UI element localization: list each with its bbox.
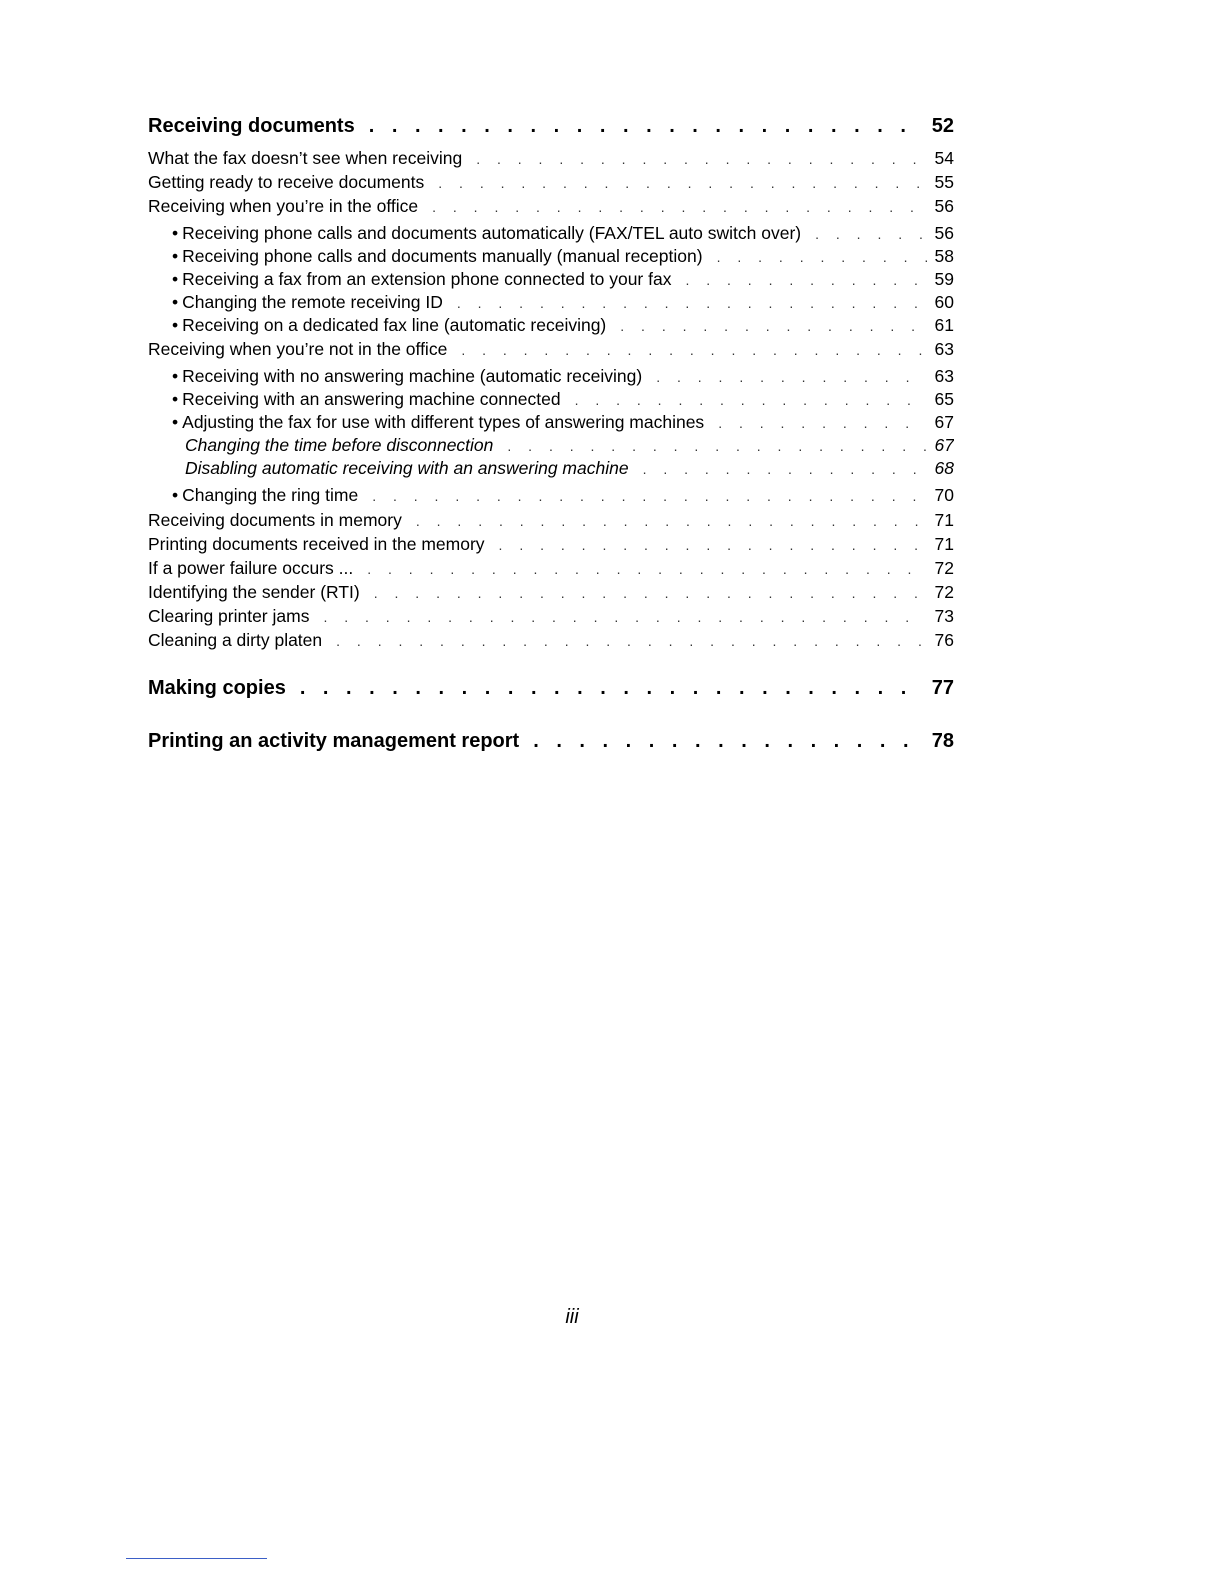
toc-entry[interactable]: [148, 580, 954, 604]
toc-subsubentry[interactable]: [148, 457, 954, 480]
toc-entry-page: 67: [934, 435, 954, 455]
toc-entry-title: Receiving when you’re not in the office: [148, 339, 448, 359]
toc-entry-title: Clearing printer jams: [148, 606, 310, 626]
dot-leader: [367, 557, 926, 580]
table-of-contents: [148, 108, 954, 759]
dot-leader: [656, 366, 926, 388]
dot-leader: [643, 458, 927, 480]
toc-entry-title: Printing an activity management report: [148, 730, 520, 752]
toc-entry-title: Receiving documents in memory: [148, 510, 402, 530]
dot-leader: [323, 605, 926, 628]
toc-entry-title: Receiving when you’re in the office: [148, 196, 419, 216]
toc-entry-page: 71: [934, 510, 954, 530]
toc-entry-title: • Receiving phone calls and documents automatically (FAX/TEL auto switch over): [172, 222, 815, 245]
toc-entry[interactable]: [148, 628, 954, 652]
toc-entry[interactable]: [148, 170, 954, 194]
toc-entry-title: Identifying the sender (RTI): [148, 582, 360, 602]
toc-entry-page: 58: [934, 246, 954, 266]
toc-entry[interactable]: [148, 508, 954, 532]
toc-entry-title: • Changing the ring time: [172, 484, 372, 507]
dot-leader: [507, 435, 926, 457]
toc-subsubentry[interactable]: [148, 434, 954, 457]
toc-entry-page: 55: [934, 172, 954, 192]
toc-entry-page: 56: [934, 196, 954, 216]
toc-entry-title: Receiving documents: [148, 115, 355, 137]
toc-entry-page: 59: [934, 269, 954, 289]
toc-entry-page: 68: [934, 458, 954, 478]
toc-entry-page: 52: [931, 115, 954, 137]
toc-entry-title: • Receiving with an answering machine connected: [172, 388, 575, 411]
dot-leader: [575, 389, 927, 411]
toc-entry-title: What the fax doesn’t see when receiving: [148, 148, 463, 168]
toc-entry-title: Printing documents received in the memory: [148, 534, 485, 554]
toc-subentry[interactable]: [148, 291, 954, 314]
toc-entry-title: Getting ready to receive documents: [148, 172, 425, 192]
dot-leader: [374, 581, 927, 604]
dot-leader: [416, 509, 927, 532]
toc-subentry[interactable]: [148, 268, 954, 291]
footer-rule: [126, 1558, 267, 1559]
toc-entry-page: 67: [934, 412, 954, 432]
toc-entry[interactable]: [148, 556, 954, 580]
dot-leader: [438, 171, 926, 194]
toc-entry-page: 78: [931, 730, 954, 752]
dot-leader: [476, 147, 926, 170]
toc-entry-title: If a power failure occurs ...: [148, 558, 354, 578]
dot-leader: [369, 108, 924, 144]
toc-entry-page: 72: [934, 558, 954, 578]
dot-leader: [533, 723, 924, 759]
toc-subentry[interactable]: [148, 245, 954, 268]
toc-subentry[interactable]: [148, 411, 954, 434]
toc-subentry[interactable]: [148, 365, 954, 388]
dot-leader: [336, 629, 926, 652]
dot-leader: [717, 246, 927, 268]
toc-entry-title: • Changing the remote receiving ID: [172, 291, 457, 314]
toc-entry-title: • Adjusting the fax for use with different types of answering machines: [172, 411, 718, 434]
dot-leader: [718, 412, 926, 434]
toc-entry-page: 63: [934, 366, 954, 386]
toc-subentry[interactable]: [148, 222, 954, 245]
page-number: iii: [565, 1306, 579, 1328]
dot-leader: [461, 338, 926, 361]
toc-entry-page: 71: [934, 534, 954, 554]
toc-entry-page: 54: [934, 148, 954, 168]
dot-leader: [457, 292, 927, 314]
toc-entry[interactable]: [148, 337, 954, 361]
toc-subentry[interactable]: [148, 484, 954, 507]
toc-entry-title: • Receiving with no answering machine (automatic receiving): [172, 365, 656, 388]
toc-entry-title: • Receiving on a dedicated fax line (automatic receiving): [172, 314, 620, 337]
toc-entry-page: 77: [931, 677, 954, 699]
toc-subentry[interactable]: [148, 388, 954, 411]
toc-entry[interactable]: [148, 194, 954, 218]
toc-entry[interactable]: [148, 146, 954, 170]
toc-entry-page: 61: [934, 315, 954, 335]
toc-subentry[interactable]: [148, 314, 954, 337]
toc-entry-page: 65: [934, 389, 954, 409]
toc-entry[interactable]: [148, 532, 954, 556]
dot-leader: [685, 269, 926, 291]
toc-heading-activity-report[interactable]: [148, 723, 954, 759]
toc-entry-page: 72: [934, 582, 954, 602]
dot-leader: [499, 533, 927, 556]
toc-entry-page: 73: [934, 606, 954, 626]
toc-entry-page: 70: [934, 485, 954, 505]
toc-heading-receiving-documents[interactable]: [148, 108, 954, 144]
toc-entry-title: Changing the time before disconnection: [185, 435, 494, 455]
toc-entry-page: 56: [934, 223, 954, 243]
dot-leader: [300, 670, 924, 706]
dot-leader: [372, 485, 926, 507]
toc-entry-page: 76: [934, 630, 954, 650]
dot-leader: [432, 195, 926, 218]
dot-leader: [620, 315, 926, 337]
dot-leader: [815, 223, 926, 245]
toc-entry-page: 63: [934, 339, 954, 359]
toc-entry[interactable]: [148, 604, 954, 628]
toc-entry-page: 60: [934, 292, 954, 312]
toc-entry-title: • Receiving a fax from an extension phone connected to your fax: [172, 268, 685, 291]
toc-entry-title: Disabling automatic receiving with an answering machine: [185, 458, 629, 478]
toc-entry-title: • Receiving phone calls and documents manually (manual reception): [172, 245, 717, 268]
toc-entry-title: Making copies: [148, 677, 286, 699]
toc-entry-title: Cleaning a dirty platen: [148, 630, 323, 650]
toc-heading-making-copies[interactable]: [148, 670, 954, 706]
